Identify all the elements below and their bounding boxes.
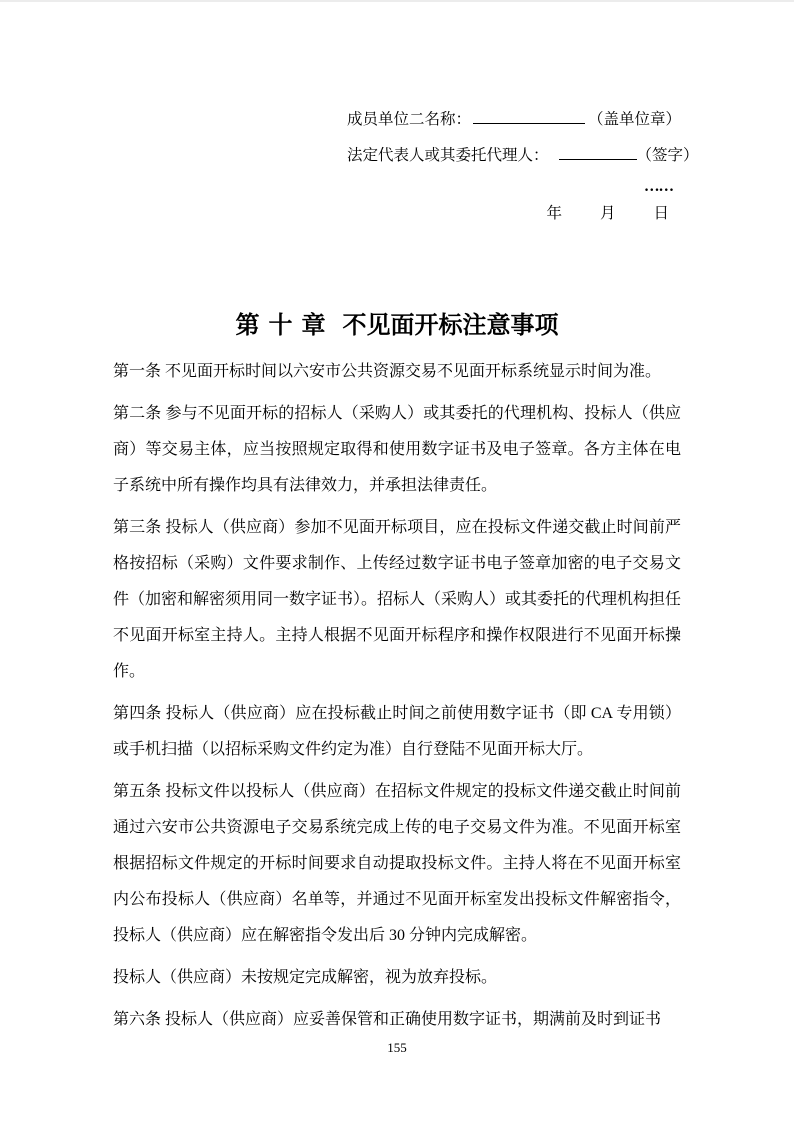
- day-label: 日: [653, 205, 669, 222]
- page-top-edge: [0, 0, 794, 2]
- signature-block: [347, 102, 699, 228]
- date-line: [347, 200, 681, 228]
- year-label: 年: [546, 205, 562, 222]
- clause-2: 第二条 参与不见面开标的招标人（采购人）或其委托的代理机构、投标人（供应商）等交易主体，应当按照规定取得和使用数字证书及电子签章。各方主体在电子系统中所有操作均具有法律效力，并承担法律责任。: [113, 405, 681, 494]
- representative-label: 法定代表人或其委托代理人：: [347, 147, 549, 164]
- representative-blank: [559, 157, 637, 160]
- clauses-body: [113, 354, 681, 1044]
- clause-6: 第六条 投标人（供应商）应妥善保管和正确使用数字证书，期满前及时到证书: [113, 1011, 662, 1028]
- month-label: 月: [599, 205, 616, 222]
- page-number: 155: [387, 1040, 407, 1055]
- ellipsis-marker: ……: [644, 178, 673, 195]
- decryption-failure-note: 投标人（供应商）未按规定完成解密，视为放弃投标。: [113, 969, 498, 986]
- clause-1: 第一条 不见面开标时间以六安市公共资源交易不见面开标系统显示时间为准。: [113, 363, 662, 380]
- sign-note: （签字）: [636, 147, 699, 164]
- chapter-number: 第十章: [235, 312, 335, 339]
- representative-line: [347, 138, 699, 174]
- chapter-heading: [0, 308, 794, 344]
- member-unit-name-line: [347, 102, 681, 138]
- stamp-note: （盖单位章）: [587, 111, 681, 128]
- chapter-title: 不见面开标注意事项: [342, 312, 559, 339]
- member-unit-name-blank: [473, 121, 585, 124]
- clause-3: 第三条 投标人（供应商）参加不见面开标项目，应在投标文件递交截止时间前严格按招标（采购）文件要求制作、上传经过数字证书电子签章加密的电子交易文件（加密和解密须用同一数字证书）。招标人（采购人）或其委托的代理机构担任不见面开标室主持人。主持人根据不见面开标程序和操作权限进行不见面开标操作。: [113, 519, 682, 680]
- clause-5: 第五条 投标文件以投标人（供应商）在招标文件规定的投标文件递交截止时间前通过六安市公共资源电子交易系统完成上传的电子交易文件为准。不见面开标室根据招标文件规定的开标时间要求自动提取投标文件。主持人将在不见面开标室内公布投标人（供应商）名单等，并通过不见面开标室发出投标文件解密指令，投标人（供应商）应在解密指令发出后 30 分钟内完成解密。: [113, 783, 681, 944]
- clause-4: 第四条 投标人（供应商）应在投标截止时间之前使用数字证书（即 CA 专用锁）或手机扫描（以招标采购文件约定为准）自行登陆不见面开标大厅。: [113, 705, 681, 758]
- member-unit-name-label: 成员单位二名称：: [347, 111, 472, 128]
